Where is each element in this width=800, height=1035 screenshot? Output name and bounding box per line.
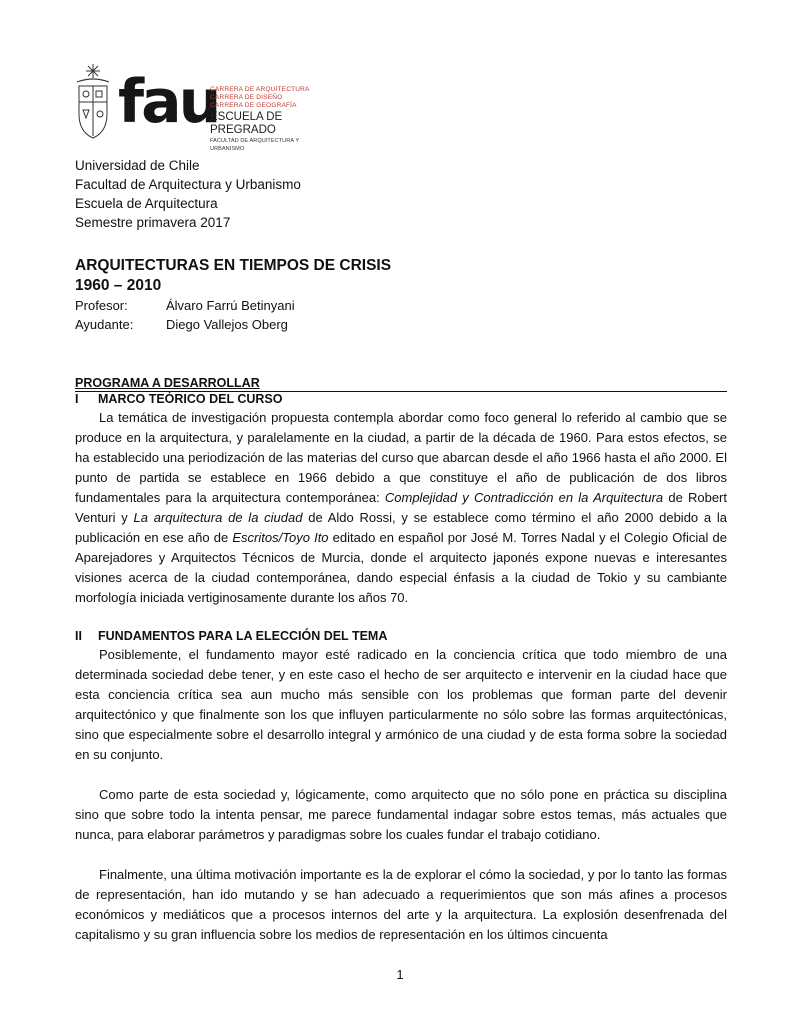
section-2-paragraph-1: Posiblemente, el fundamento mayor esté radicado en la conciencia crítica que todo miembro de una determinada sociedad debe tener, y en este caso el hecho de ser arquitecto e intervenir en la ciudad hace que esta conciencia crítica sea aun mucho más sensible con los problemas que forman parte del devenir arquitectónico y que finalmente son los que influyen particularmente no sólo sobre las formas arquitectónicas, sino que especialmente sobre el desarrollo integral y armónico de una ciudad y de esta forma sobre la sociedad en su conjunto.	[75, 647, 727, 762]
staff-professor	[75, 296, 727, 315]
staff-name: Álvaro Farrú Betinyani	[166, 298, 295, 313]
section-1-paragraph	[75, 408, 727, 608]
text-run: editado en español por José M. Torres Nadal y el Colegio Oficial de Aparejadores y Arquitectos Técnicos de Murcia, donde el arquitecto japonés expone nuevas e interesantes visiones acerca de la ciudad contemporánea, dando especial énfasis a la ciudad de Tokio y su cambiante morfología iniciada vertiginosamente durante los años 70.	[75, 530, 727, 605]
university-line: Universidad de Chile	[75, 158, 200, 173]
fau-logo	[74, 62, 334, 152]
course-years: 1960 – 2010	[75, 277, 162, 294]
school-lines	[210, 86, 334, 153]
text-run: La temática de investigación propuesta contempla abordar como foco general lo referido al cambio que se produce en la arquitectura, y paralelamente en la ciudad, a partir de la década de 1960. Para estos efectos, se ha establecido una periodización de las materias del curso que abarcan desde el año 1966 hasta el año 2000. El punto de partida se establece en 1966 debido a que constituye el año de publicación de dos libros fundamentales para la arquitectura contemporánea:	[75, 410, 727, 505]
text-run: de Aldo Rossi, y se establece como término el año 2000 debido a la publicación en ese año de	[75, 510, 727, 545]
book-title: Escritos/Toyo Ito	[232, 530, 329, 545]
book-title: La arquitectura de la ciudad	[133, 510, 303, 525]
section-2-heading	[75, 627, 727, 645]
programa-heading	[75, 376, 727, 390]
semester-line: Semestre primavera 2017	[75, 215, 231, 230]
section-title: MARCO TEÓRICO DEL CURSO	[98, 392, 283, 406]
staff-role: Ayudante:	[75, 317, 134, 332]
fau-wordmark: fau	[118, 67, 219, 137]
section-2-paragraph-2: Como parte de esta sociedad y, lógicamente, como arquitecto que no sólo pone en práctica su disciplina sino que sobre todo la intenta pensar, me parece fundamental indagar sobre estos temas, más actuales que nunca, para elaborar parámetros y paradigmas sobre los cuales fundar el trabajo cotidiano.	[75, 787, 727, 842]
university-crest-icon	[74, 62, 112, 140]
school-line: Escuela de Arquitectura	[75, 196, 218, 211]
page-number: 1	[396, 967, 404, 982]
career-geography: CARRERA DE GEOGRAFÍA	[210, 102, 297, 109]
programa-rule	[75, 391, 727, 392]
staff-name: Diego Vallejos Oberg	[166, 317, 288, 332]
course-header	[75, 256, 727, 334]
section-number: II	[75, 629, 82, 643]
book-title: Complejidad y Contradicción en la Arquitectura	[384, 490, 664, 505]
career-design: CARRERA DE DISEÑO	[210, 94, 283, 101]
programa-label: PROGRAMA A DESARROLLAR	[75, 376, 260, 390]
faculty-name: FACULTAD DE ARQUITECTURA Y URBANISMO	[210, 138, 299, 152]
staff-role: Profesor:	[75, 298, 128, 313]
section-title: FUNDAMENTOS PARA LA ELECCIÓN DEL TEMA	[98, 629, 388, 643]
programa-section	[75, 376, 727, 608]
text-run: de Robert Venturi y	[75, 490, 727, 525]
staff-assistant	[75, 315, 727, 334]
section-1-heading	[75, 390, 727, 408]
institution-block	[75, 156, 727, 232]
faculty-line: Facultad de Arquitectura y Urbanismo	[75, 177, 301, 192]
section-2-paragraph-3: Finalmente, una última motivación importante es la de explorar el cómo la sociedad, y por lo tanto las formas de representación, han ido mutando y se han adecuado a requerimientos que son más afines a procesos económicos y mediáticos que a procesos internos del arte y la arquitectura. La explosión desenfrenada del capitalismo y su gran influencia sobre los medios de representación en los últimos cincuenta	[75, 867, 727, 942]
course-title: ARQUITECTURAS EN TIEMPOS DE CRISIS	[75, 257, 392, 274]
section-2	[75, 627, 727, 945]
school-name: ESCUELA DE PREGRADO	[210, 111, 283, 136]
career-architecture: CARRERA DE ARQUITECTURA	[210, 86, 310, 93]
section-number: I	[75, 392, 79, 406]
